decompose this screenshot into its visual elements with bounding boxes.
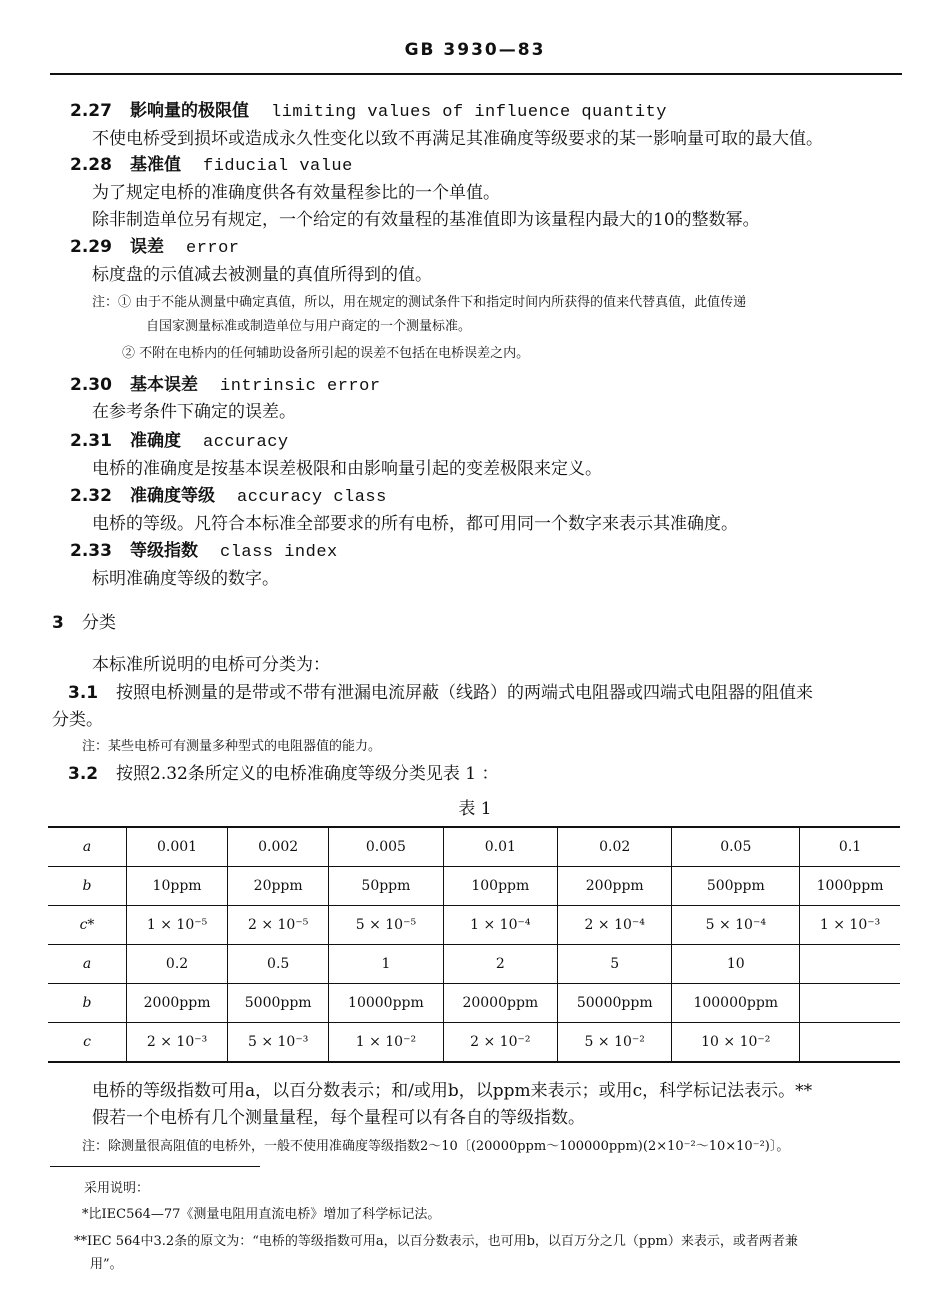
table-row-label: a xyxy=(48,827,127,867)
note-line: 注：某些电桥可有测量多种型式的电阻器值的能力。 xyxy=(82,739,382,754)
item-term-en: limiting values of influence quantity xyxy=(271,103,667,122)
table-cell: 1 × 10⁻⁴ xyxy=(443,906,557,945)
table-cell: 20ppm xyxy=(228,867,329,906)
item-term-en: fiducial value xyxy=(203,157,353,176)
table-row-label: a xyxy=(48,945,127,984)
table-row-label: b xyxy=(48,984,127,1023)
table-row-label: c* xyxy=(48,906,127,945)
item-term-en: accuracy class xyxy=(237,488,387,507)
clause-number: 3.1 xyxy=(68,683,99,703)
item-body: 不使电桥受到损坏或造成永久性变化以致不再满足其准确度等级要求的某一影响量可取的最大值。 xyxy=(92,129,823,149)
header-rule xyxy=(50,73,902,75)
table-cell: 100ppm xyxy=(443,867,557,906)
accuracy-class-table xyxy=(48,826,900,1063)
item-body: 标度盘的示值减去被测量的真值所得到的值。 xyxy=(92,265,432,285)
item-number: 2.32 xyxy=(70,486,112,506)
table-cell: 1 × 10⁻⁵ xyxy=(127,906,228,945)
table-cell: 100000ppm xyxy=(672,984,800,1023)
table-row xyxy=(48,1023,900,1063)
table-cell: 1000ppm xyxy=(800,867,900,906)
section-number: 3 xyxy=(52,613,64,633)
item-term: 误差 xyxy=(130,237,164,257)
table-cell: 0.001 xyxy=(127,827,228,867)
table-cell: 0.2 xyxy=(127,945,228,984)
item-heading-2-33 xyxy=(70,540,338,564)
item-term-en: error xyxy=(186,239,240,258)
item-heading-2-29 xyxy=(70,236,240,260)
item-body: 为了规定电桥的准确度供各有效量程参比的一个单值。 xyxy=(92,183,500,203)
table-cell: 5 × 10⁻⁵ xyxy=(329,906,443,945)
table-cell: 0.002 xyxy=(228,827,329,867)
table-cell: 500ppm xyxy=(672,867,800,906)
item-number: 2.33 xyxy=(70,541,112,561)
table-cell: 50000ppm xyxy=(558,984,672,1023)
item-heading-2-32 xyxy=(70,485,387,509)
item-number: 2.29 xyxy=(70,237,112,257)
table-cell: 2 × 10⁻² xyxy=(443,1023,557,1063)
item-term: 影响量的极限值 xyxy=(130,101,249,121)
clause-text-cont: 分类。 xyxy=(52,710,103,730)
item-body: 标明准确度等级的数字。 xyxy=(92,569,279,589)
item-body: 在参考条件下确定的误差。 xyxy=(92,402,296,422)
item-term: 准确度等级 xyxy=(130,486,215,506)
table-cell: 1 × 10⁻² xyxy=(329,1023,443,1063)
table-row xyxy=(48,867,900,906)
table-cell: 10000ppm xyxy=(329,984,443,1023)
table-cell: 0.5 xyxy=(228,945,329,984)
class-index-text: 假若一个电桥有几个测量量程，每个量程可以有各自的等级指数。 xyxy=(92,1108,585,1128)
table-row xyxy=(48,984,900,1023)
note-line: 注：除测量很高阻值的电桥外，一般不使用准确度等级指数2～10〔(20000ppm～100000ppm)(2×10⁻²～10×10⁻²)〕。 xyxy=(82,1139,790,1154)
table-cell: 1 × 10⁻³ xyxy=(800,906,900,945)
table-cell: 5 × 10⁻⁴ xyxy=(672,906,800,945)
table-cell: 1 xyxy=(329,945,443,984)
table-cell: 50ppm xyxy=(329,867,443,906)
item-term: 基本误差 xyxy=(130,375,198,395)
table-cell xyxy=(800,945,900,984)
table-caption: 表 1 xyxy=(458,799,492,819)
item-heading-2-30 xyxy=(70,374,381,398)
table-cell: 0.005 xyxy=(329,827,443,867)
table-cell: 5 × 10⁻² xyxy=(558,1023,672,1063)
table-row-label: b xyxy=(48,867,127,906)
item-term-en: class index xyxy=(220,543,338,562)
item-number: 2.30 xyxy=(70,375,112,395)
item-term-en: accuracy xyxy=(203,433,289,452)
note-line: 注：① 由于不能从测量中确定真值，所以，用在规定的测试条件下和指定时间内所获得的值来代替真值，此值传递 xyxy=(92,295,747,310)
clause-text: 按照2.32条所定义的电桥准确度等级分类见表 1 ： xyxy=(116,764,499,784)
table-cell: 2 × 10⁻³ xyxy=(127,1023,228,1063)
footnote-2: **IEC 564中3.2条的原文为：“电桥的等级指数可用a，以百分数表示，也可用b，以百万分之几（ppm）来表示，或者两者兼 xyxy=(74,1234,798,1249)
footnote-2-cont: 用”。 xyxy=(90,1257,123,1272)
table-cell: 2 × 10⁻⁴ xyxy=(558,906,672,945)
note-line: 自国家测量标准或制造单位与用户商定的一个测量标准。 xyxy=(146,319,472,334)
table-cell: 0.02 xyxy=(558,827,672,867)
section-heading xyxy=(52,612,116,634)
item-number: 2.27 xyxy=(70,101,112,121)
item-heading-2-28 xyxy=(70,154,353,178)
class-index-text: 电桥的等级指数可用a，以百分数表示；和/或用b，以ppm来表示；或用c，科学标记法表示。** xyxy=(92,1081,813,1101)
item-body: 电桥的等级。凡符合本标准全部要求的所有电桥，都可用同一个数字来表示其准确度。 xyxy=(92,514,738,534)
table-cell: 5 × 10⁻³ xyxy=(228,1023,329,1063)
table-cell: 10 × 10⁻² xyxy=(672,1023,800,1063)
table-cell xyxy=(800,1023,900,1063)
table-row xyxy=(48,945,900,984)
footnote-title: 采用说明： xyxy=(84,1181,150,1196)
table-cell: 5000ppm xyxy=(228,984,329,1023)
table-cell: 0.01 xyxy=(443,827,557,867)
footnote-1: *比IEC564—77《测量电阻用直流电桥》增加了科学标记法。 xyxy=(82,1207,441,1222)
page-header: GB 3930—83 xyxy=(404,40,546,60)
item-body: 除非制造单位另有规定，一个给定的有效量程的基准值即为该量程内最大的10的整数幂。 xyxy=(92,210,760,230)
table-cell: 2 × 10⁻⁵ xyxy=(228,906,329,945)
item-term-en: intrinsic error xyxy=(220,377,381,396)
clause-3-2 xyxy=(68,763,498,785)
item-term: 等级指数 xyxy=(130,541,198,561)
note-line: ② 不附在电桥内的任何辅助设备所引起的误差不包括在电桥误差之内。 xyxy=(122,346,530,361)
table-cell: 20000ppm xyxy=(443,984,557,1023)
item-term: 基准值 xyxy=(130,155,181,175)
table-cell: 10 xyxy=(672,945,800,984)
section-intro: 本标准所说明的电桥可分类为： xyxy=(92,655,330,675)
item-number: 2.28 xyxy=(70,155,112,175)
item-body: 电桥的准确度是按基本误差极限和由影响量引起的变差极限来定义。 xyxy=(92,459,602,479)
clause-number: 3.2 xyxy=(68,764,99,784)
item-term: 准确度 xyxy=(130,431,181,451)
clause-text: 按照电桥测量的是带或不带有泄漏电流屏蔽（线路）的两端式电阻器或四端式电阻器的阻值来 xyxy=(116,683,813,703)
table-cell: 10ppm xyxy=(127,867,228,906)
table-cell xyxy=(800,984,900,1023)
section-title: 分类 xyxy=(82,613,116,633)
table-row xyxy=(48,906,900,945)
footnote-rule xyxy=(50,1166,260,1167)
item-heading-2-27 xyxy=(70,100,667,124)
table-cell: 2 xyxy=(443,945,557,984)
table-row xyxy=(48,827,900,867)
table-row-label: c xyxy=(48,1023,127,1063)
item-heading-2-31 xyxy=(70,430,289,454)
clause-3-1 xyxy=(68,682,813,704)
table-cell: 200ppm xyxy=(558,867,672,906)
table-cell: 0.05 xyxy=(672,827,800,867)
table-cell: 2000ppm xyxy=(127,984,228,1023)
table-cell: 0.1 xyxy=(800,827,900,867)
item-number: 2.31 xyxy=(70,431,112,451)
table-cell: 5 xyxy=(558,945,672,984)
